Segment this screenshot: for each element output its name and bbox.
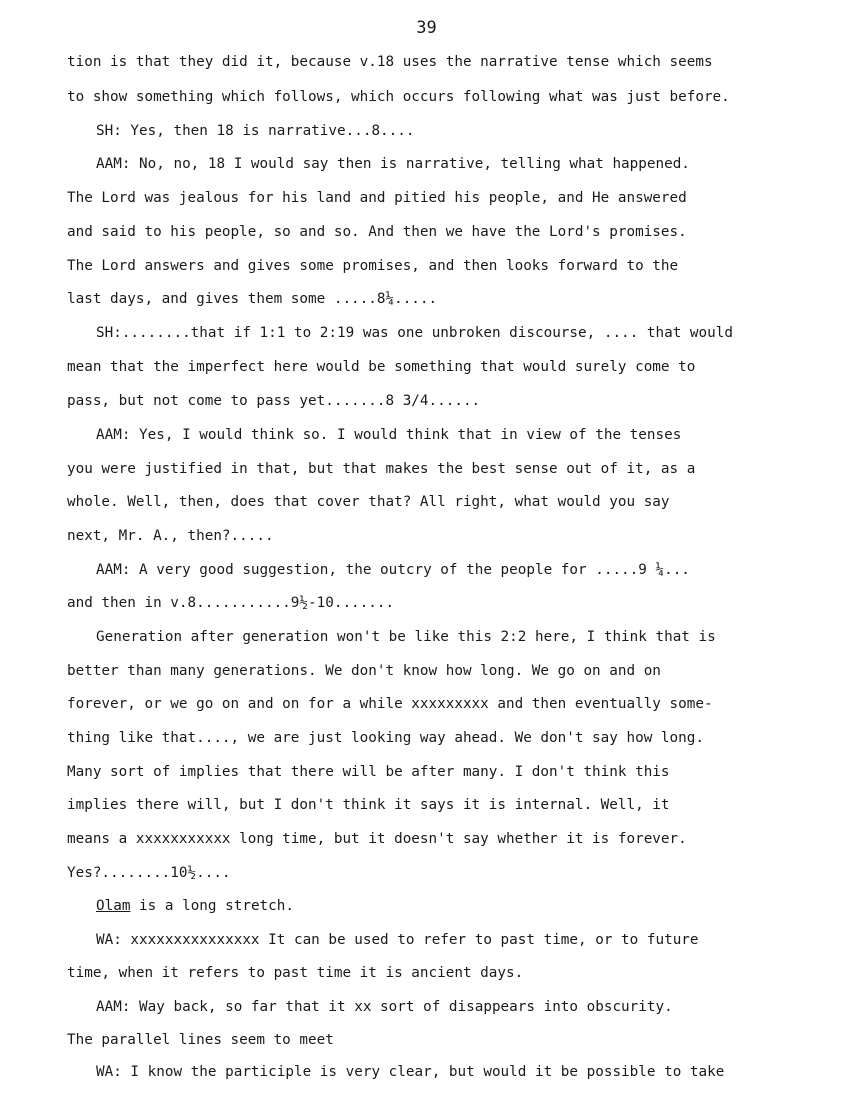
text-line: Yes?........10½.... — [67, 865, 231, 881]
text-line: forever, or we go on and on for a while xxxxxxxxx and then eventually some- — [67, 696, 713, 712]
text-line: implies there will, but I don't think it says it is internal. Well, it — [67, 797, 670, 813]
text-line: pass, but not come to pass yet.......8 3/4...... — [67, 393, 481, 409]
text-line: whole. Well, then, does that cover that? All right, what would you say — [67, 494, 670, 510]
text-line: Many sort of implies that there will be after many. I don't think this — [67, 764, 670, 780]
underlined-term: Olam — [96, 898, 131, 914]
text-line: The Lord answers and gives some promises, and then looks forward to the — [67, 258, 679, 274]
text-line: you were justified in that, but that makes the best sense out of it, as a — [67, 461, 696, 477]
text-line: AAM: A very good suggestion, the outcry of the people for .....9 ¼... — [96, 562, 690, 578]
text-line: AAM: Way back, so far that it xx sort of disappears into obscurity. — [96, 999, 673, 1015]
text-line: Generation after generation won't be like this 2:2 here, I think that is — [96, 629, 716, 645]
text-line: SH:........that if 1:1 to 2:19 was one unbroken discourse, .... that would — [96, 325, 733, 341]
text-line: mean that the imperfect here would be something that would surely come to — [67, 359, 696, 375]
text-line — [96, 896, 294, 916]
text-line: time, when it refers to past time it is ancient days. — [67, 965, 524, 981]
text-line: WA: xxxxxxxxxxxxxxx It can be used to refer to past time, or to future — [96, 932, 699, 948]
text-line: The parallel lines seem to meet — [67, 1032, 334, 1048]
text-line: tion is that they did it, because v.18 uses the narrative tense which seems — [67, 54, 713, 70]
text-line: The Lord was jealous for his land and pitied his people, and He answered — [67, 190, 687, 206]
text-line: SH: Yes, then 18 is narrative...8.... — [96, 123, 415, 139]
text-line: next, Mr. A., then?..... — [67, 528, 274, 544]
text-line: thing like that...., we are just looking way ahead. We don't say how long. — [67, 730, 704, 746]
text-line: and then in v.8...........9½-10....... — [67, 595, 395, 611]
text-line: and said to his people, so and so. And then we have the Lord's promises. — [67, 224, 687, 240]
text-line: last days, and gives them some .....8¼..... — [67, 291, 438, 307]
text-line: WA: I know the participle is very clear, but would it be possible to take — [96, 1064, 725, 1080]
text-line: better than many generations. We don't know how long. We go on and on — [67, 663, 661, 679]
text-line: to show something which follows, which occurs following what was just before. — [67, 89, 730, 105]
text-line: AAM: Yes, I would think so. I would think that in view of the tenses — [96, 427, 682, 443]
page-number: 39 — [416, 18, 437, 38]
text-line: AAM: No, no, 18 I would say then is narrative, telling what happened. — [96, 156, 690, 172]
text-span: is a long stretch. — [130, 898, 294, 914]
text-line: means a xxxxxxxxxxx long time, but it doesn't say whether it is forever. — [67, 831, 687, 847]
